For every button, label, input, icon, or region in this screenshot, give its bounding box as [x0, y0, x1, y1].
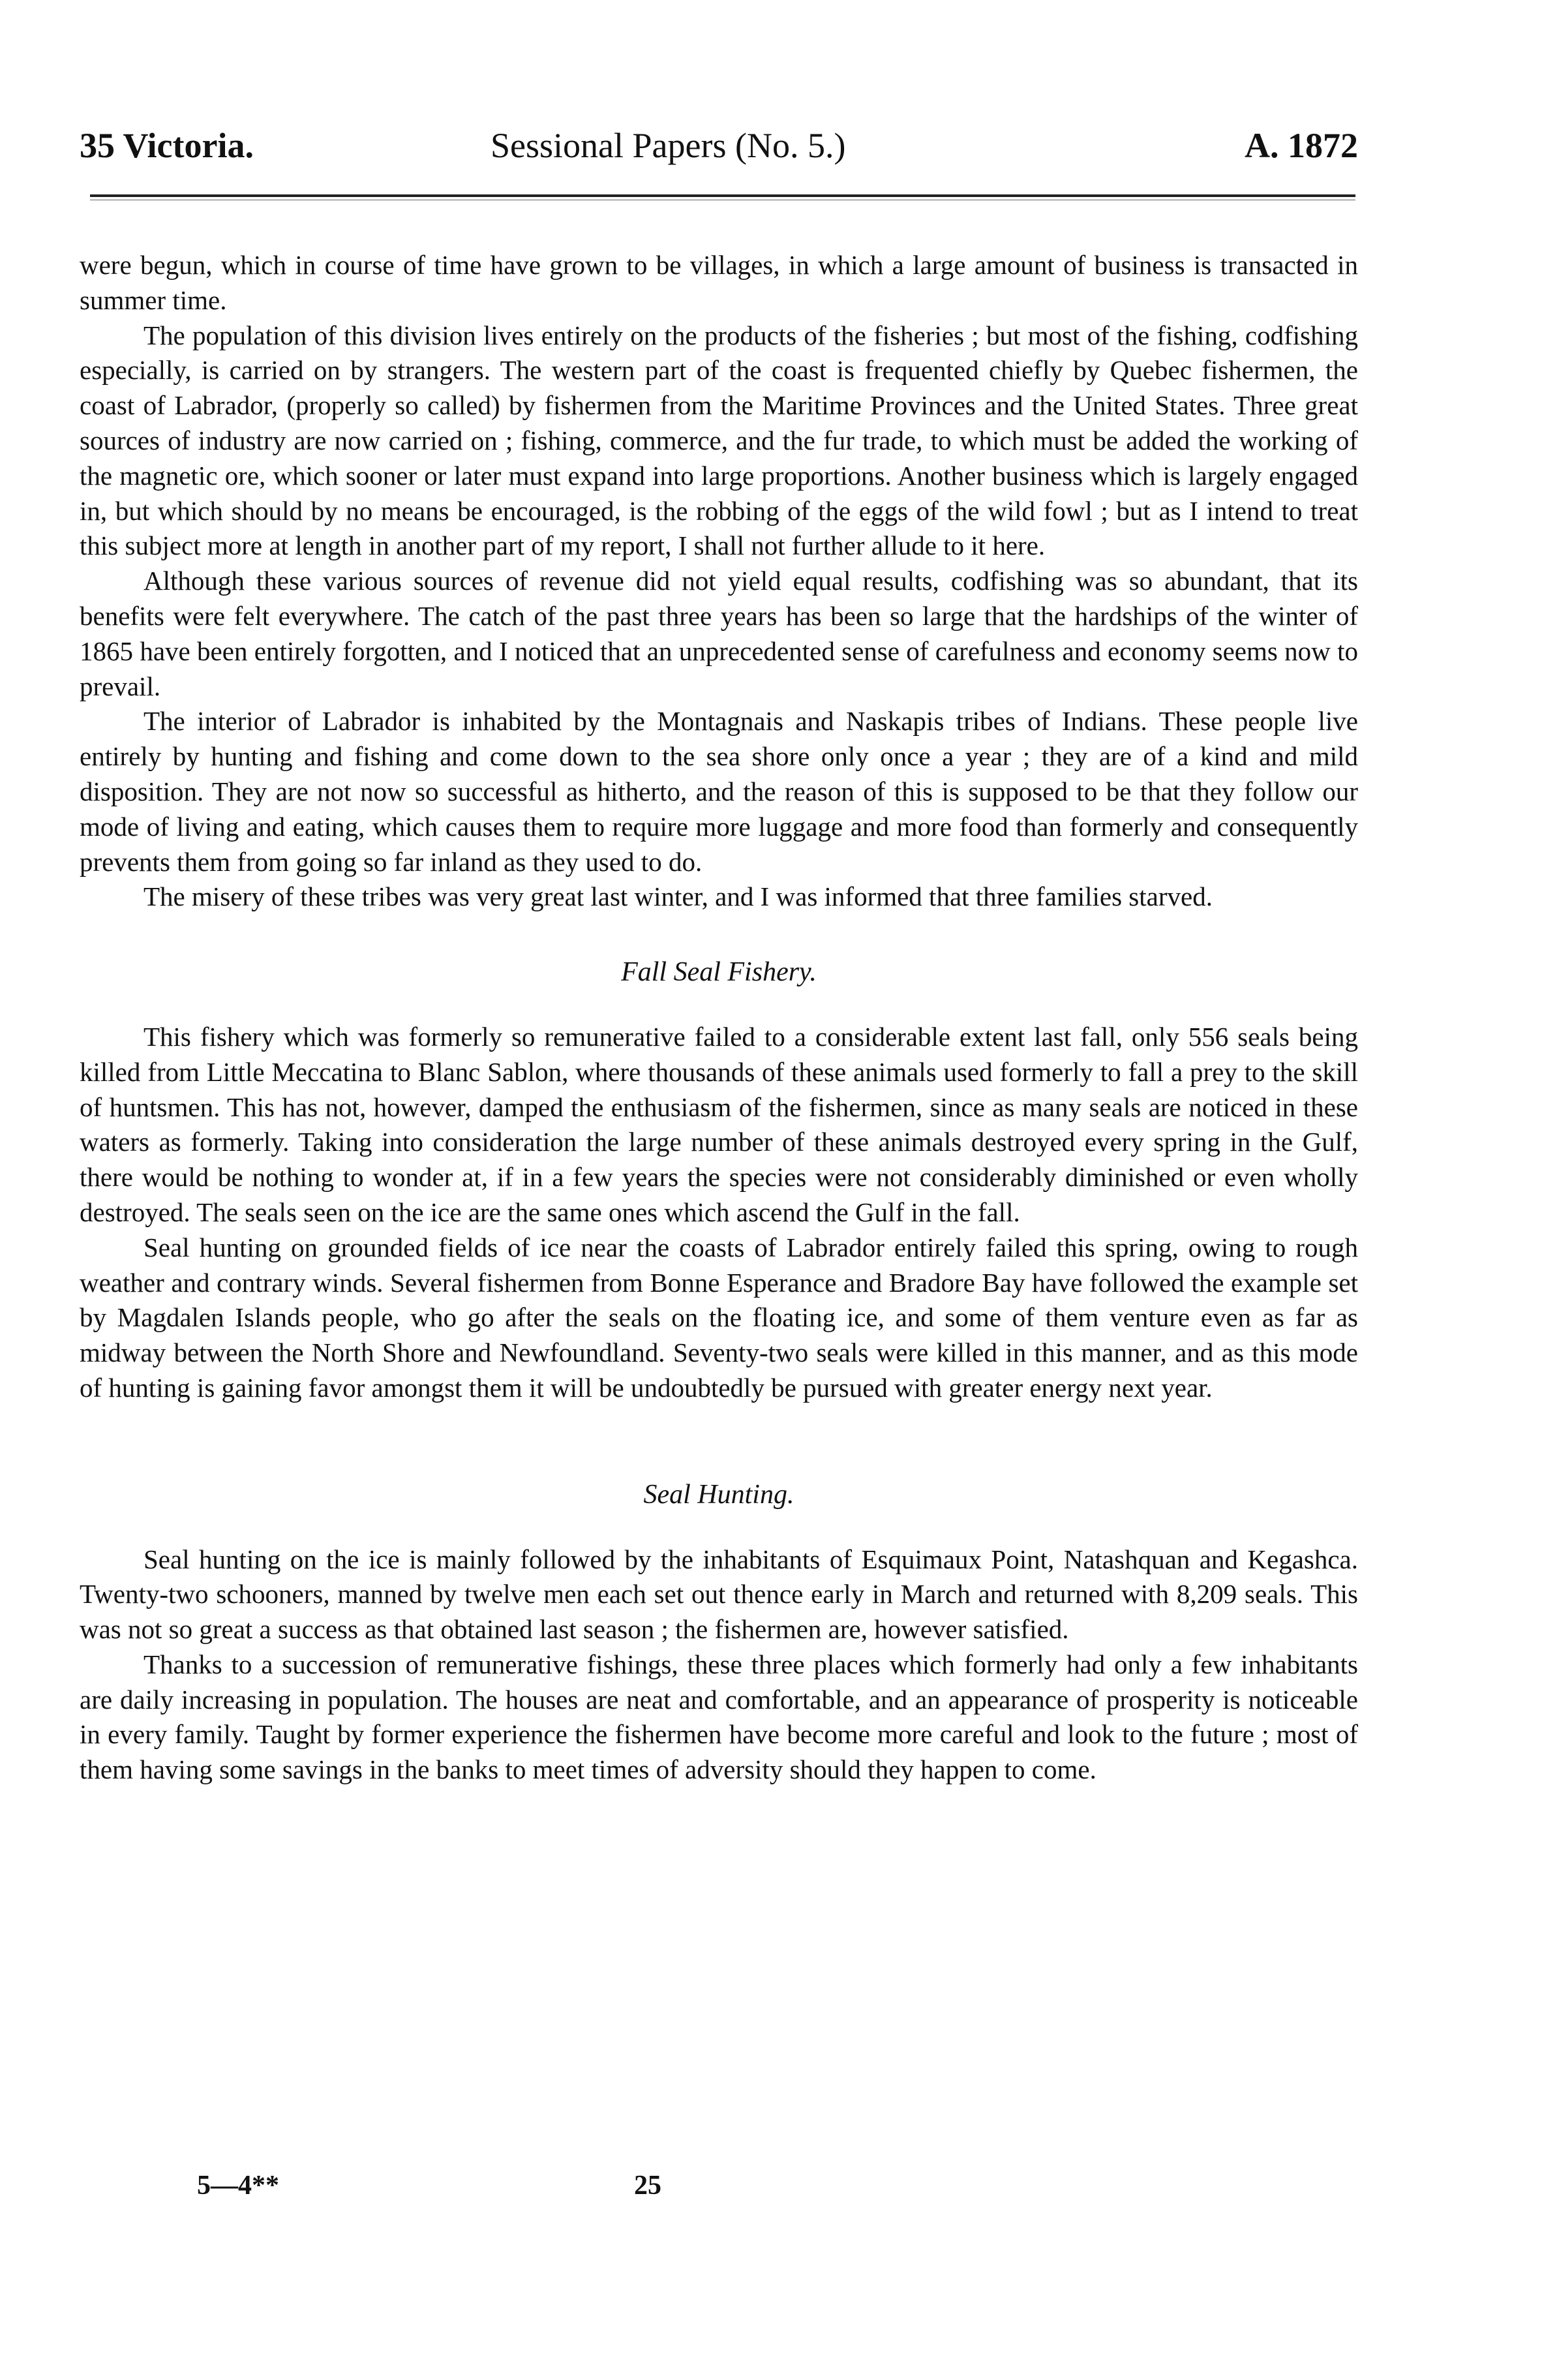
paragraph: The interior of Labrador is inhabited by the Montagnais and Naskapis tribes of Indians. These people live entirely by hunting and fishing and come down to the sea shore only once a year ; they are of a kind and mild disposition. They are not now so successful as hitherto, and the reason of this is supposed to be that they follow our mode of living and eating, which causes them to require more luggage and more food than formerly and consequently prevents them from going so far inland as they used to do. [80, 706, 1358, 877]
header-title: Sessional Papers (No. 5.) [491, 126, 846, 165]
paragraph: Thanks to a succession of remunerative fishings, these three places which formerly had only a few inhabitants are daily increasing in population. The houses are neat and comfortable, and an appearance of prosperity is noticeable in every family. Taught by former experience the fishermen have become more careful and look to the future ; most of them having some savings in the banks to meet times of adversity should they happen to come. [80, 1649, 1358, 1785]
header-year: A. 1872 [1245, 126, 1358, 165]
paragraph: Seal hunting on the ice is mainly followed by the inhabitants of Esquimaux Point, Natashquan and Kegashca. Twenty-two schooners, manned by twelve men each set out thence early in March and returned with 8,209 seals. This was not so great a success as that obtained last season ; the fishermen are, however satisfied. [80, 1544, 1358, 1645]
paragraph: were begun, which in course of time have grown to be villages, in which a large amount of business is transacted in summer time. [80, 250, 1358, 315]
paragraph: The misery of these tribes was very great last winter, and I was informed that three families starved. [144, 881, 1213, 912]
section-heading: Fall Seal Fishery. [621, 957, 817, 988]
paragraph: The population of this division lives entirely on the products of the fisheries ; but most of the fishing, codfishing especially, is carried on by strangers. The western part of the coast is frequented chiefly by Quebec fishermen, the coast of Labrador, (properly so called) by fishermen from the Maritime Provinces and the United States. Three great sources of industry are now carried on ; fishing, commerce, and the fur trade, to which must be added the working of the magnetic ore, which sooner or later must expand into large proportions. Another business which is largely engaged in, but which should by no means be encouraged, is the robbing of the eggs of the wild fowl ; but as I intend to treat this subject more at length in another part of my report, I shall not further allude to it here. [80, 320, 1358, 561]
paragraph: Seal hunting on grounded fields of ice near the coasts of Labrador entirely failed this spring, owing to rough weather and contrary winds. Several fishermen from Bonne Esperance and Bradore Bay have followed the example set by Magdalen Islands people, who go after the seals on the floating ice, and some of them venture even as far as midway between the North Shore and Newfoundland. Seventy-two seals were killed in this manner, and as this mode of hunting is gaining favor amongst them it will be undoubtedly be pursued with greater energy next year. [80, 1232, 1358, 1403]
signature-mark: 5—4** [197, 2171, 279, 2201]
page-footer [80, 2166, 1358, 2205]
header-volume: 35 Victoria. [80, 126, 254, 165]
page-header [80, 116, 1358, 175]
paragraph: This fishery which was formerly so remunerative failed to a considerable extent last fall, only 556 seals being killed from Little Meccatina to Blanc Sablon, where thousands of these animals used formerly to fall a prey to the skill of huntsmen. This has not, however, damped the enthusiasm of the fishermen, since as many seals are noticed in these waters as formerly. Taking into consideration the large number of these animals destroyed every spring in the Gulf, there would be nothing to wonder at, if in a few years the species were not considerably diminished or even wholly destroyed. The seals seen on the ice are the same ones which ascend the Gulf in the fall. [80, 1021, 1358, 1227]
header-rule [90, 194, 1355, 197]
paragraph: Although these various sources of revenue did not yield equal results, codfishing was so abundant, that its benefits were felt everywhere. The catch of the past three years has been so large that the hardships of the winter of 1865 have been entirely forgotten, and I noticed that an unprecedented sense of carefulness and economy seems now to prevail. [80, 566, 1358, 701]
section-heading: Seal Hunting. [643, 1479, 794, 1510]
main-text [80, 248, 1358, 1788]
page-number: 25 [634, 2171, 661, 2201]
